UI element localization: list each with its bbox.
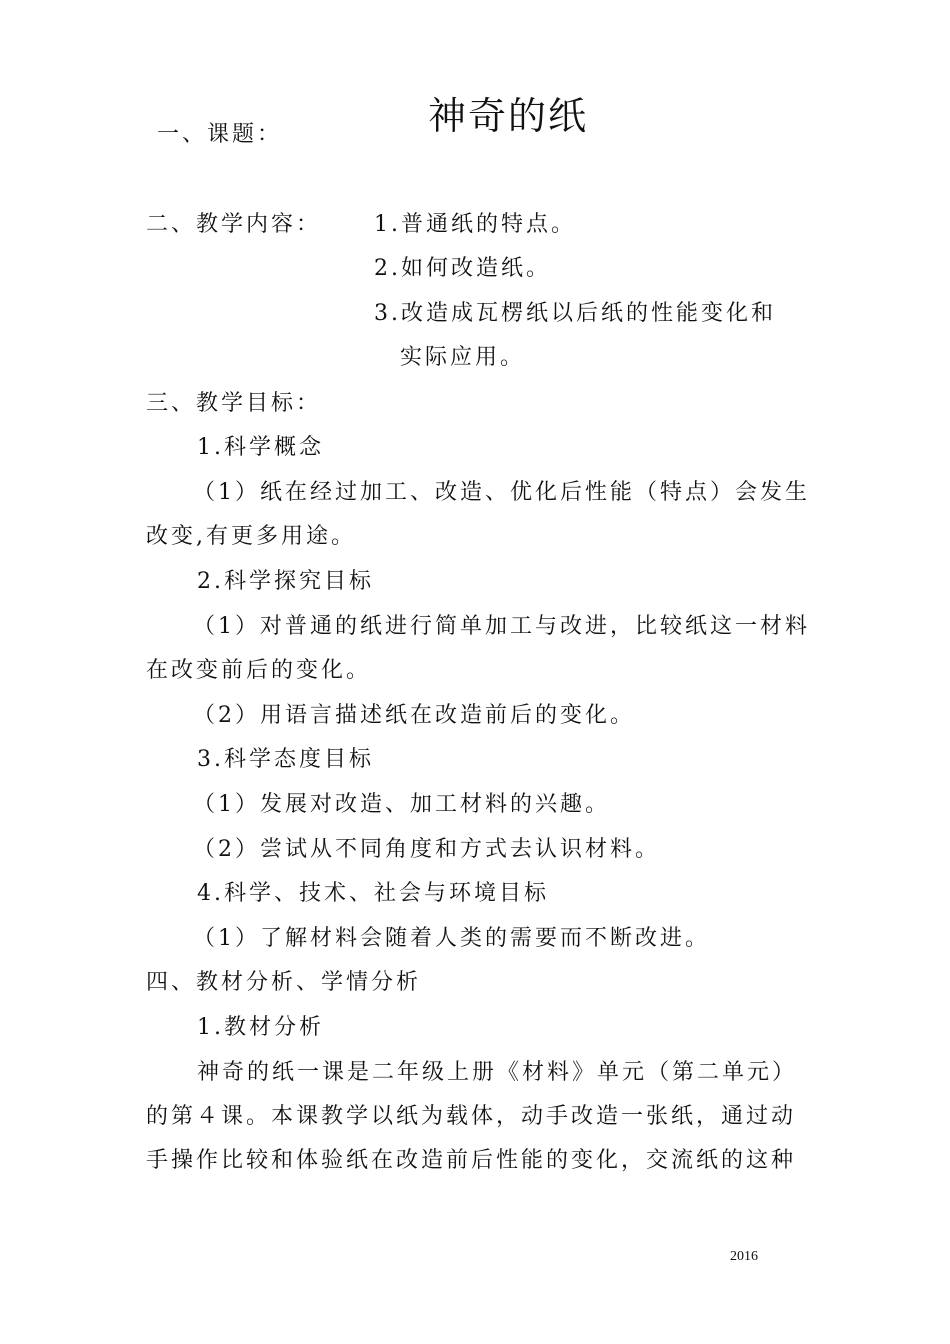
sts-goal-heading: 4.科学、技术、社会与环境目标 xyxy=(197,881,549,906)
content-item-3: 3.改造成瓦楞纸以后纸的性能变化和 xyxy=(374,301,776,326)
sts-goal-item-1: （1）了解材料会随着人类的需要而不断改进。 xyxy=(193,926,710,951)
section3-heading: 三、教学目标： xyxy=(146,391,322,416)
inquiry-goal-item-2: （2）用语言描述纸在改造前后的变化。 xyxy=(193,703,635,728)
textbook-analysis-heading: 1.教材分析 xyxy=(197,1015,324,1040)
content-item-3-continuation: 实际应用。 xyxy=(400,345,526,370)
inquiry-goal-item-1: （1）对普通的纸进行简单加工与改进，比较纸这一材料 xyxy=(193,614,810,639)
analysis-paragraph-line-3: 手操作比较和体验纸在改造前后性能的变化，交流纸的这种 xyxy=(146,1148,797,1173)
document-title: 神奇的纸 xyxy=(428,94,589,138)
section2-heading: 二、教学内容： xyxy=(146,212,322,237)
attitude-goal-heading: 3.科学态度目标 xyxy=(197,747,374,772)
science-concept-item-1: （1）纸在经过加工、改造、优化后性能（特点）会发生 xyxy=(193,480,810,505)
content-item-1: 1.普通纸的特点。 xyxy=(374,212,576,237)
page-footer-text: 2016 xyxy=(730,1249,758,1264)
science-concept-item-1-cont: 改变,有更多用途。 xyxy=(146,524,356,549)
attitude-goal-item-2: （2）尝试从不同角度和方式去认识材料。 xyxy=(193,837,660,862)
science-concept-heading: 1.科学概念 xyxy=(197,435,324,460)
content-item-2: 2.如何改造纸。 xyxy=(374,256,551,281)
inquiry-goal-item-1-cont: 在改变前后的变化。 xyxy=(146,658,372,683)
analysis-paragraph-line-1: 神奇的纸一课是二年级上册《材料》单元（第二单元） xyxy=(197,1060,798,1085)
inquiry-goal-heading: 2.科学探究目标 xyxy=(197,569,374,594)
section4-heading: 四、教材分析、学情分析 xyxy=(146,970,422,995)
analysis-paragraph-line-2: 的第４课。本课教学以纸为载体，动手改造一张纸，通过动 xyxy=(146,1104,797,1129)
section1-heading: 一、课题： xyxy=(157,122,283,147)
attitude-goal-item-1: （1）发展对改造、加工材料的兴趣。 xyxy=(193,792,610,817)
